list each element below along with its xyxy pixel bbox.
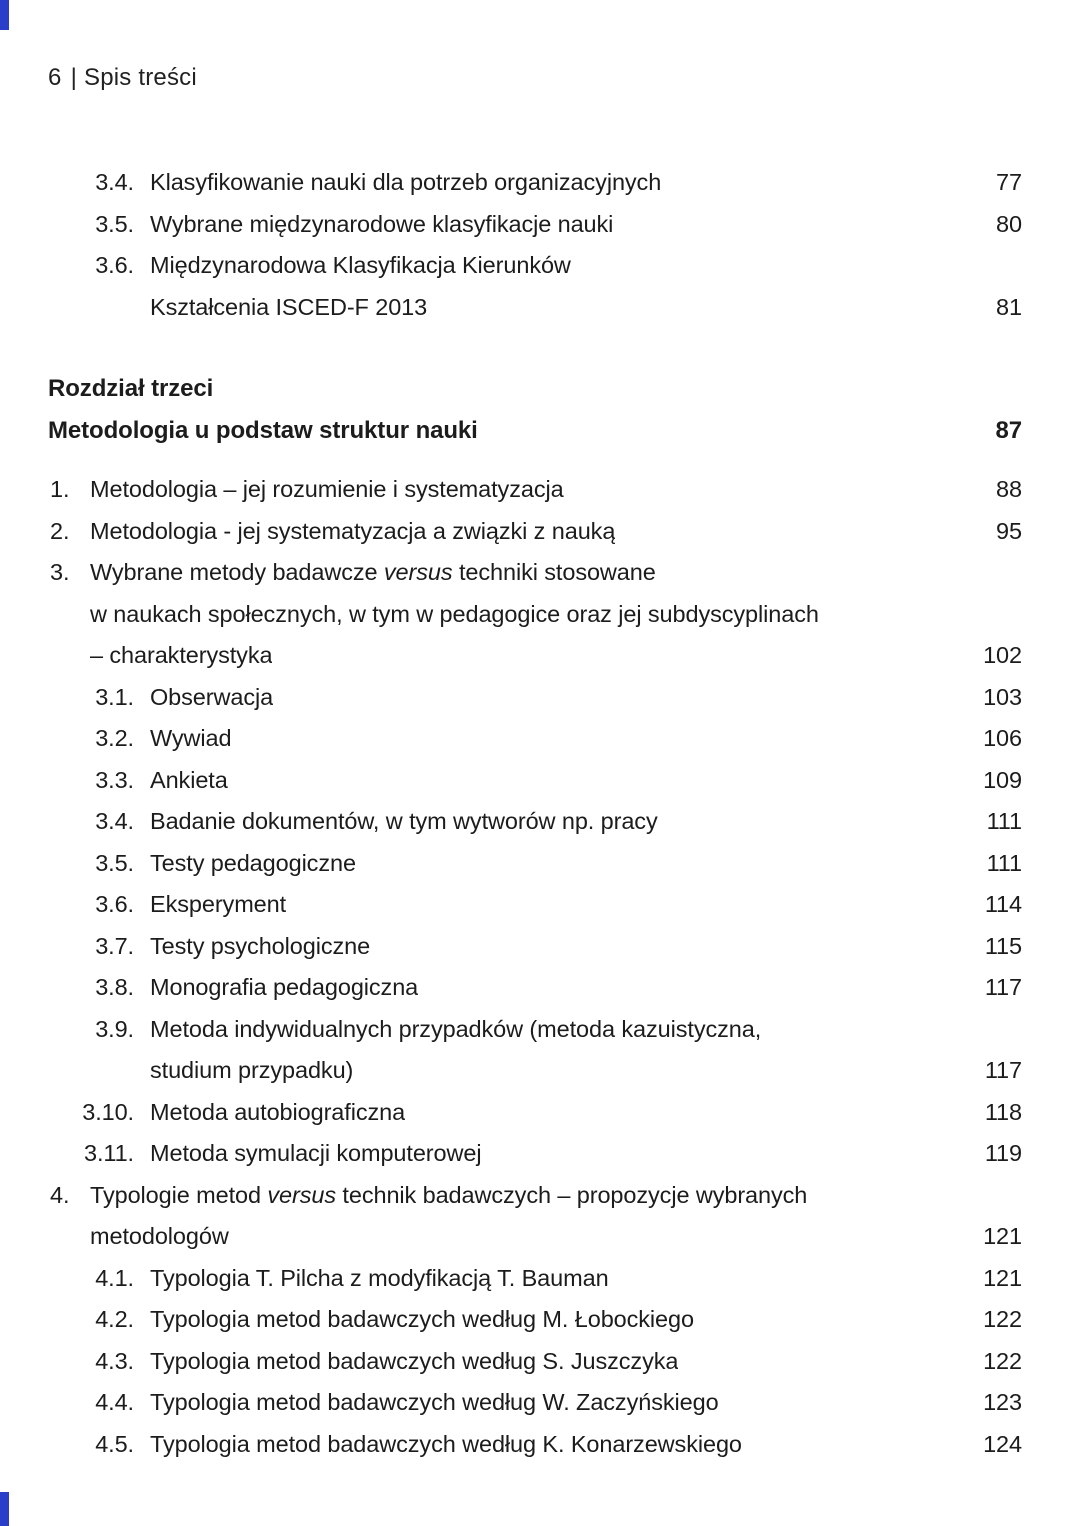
entry-number: 4.2. [95, 1306, 134, 1332]
entry-title: Klasyfikowanie nauki dla potrzeb organizacyjnych [150, 169, 662, 195]
toc-line [48, 469, 1022, 511]
entry-title: Typologia metod badawczych według S. Juszczyka [150, 1347, 679, 1374]
entry-title: Typologia T. Pilcha z modyfikacją T. Bauman [150, 1264, 609, 1291]
toc-line [48, 287, 1022, 329]
entry-number: 2. [50, 517, 70, 544]
toc-entry [48, 718, 1022, 760]
toc-entry [48, 1092, 1022, 1134]
page-number: 119 [984, 1140, 1022, 1166]
page-number: 87 [995, 416, 1022, 444]
scan-edge-mark-bottom [0, 1492, 9, 1526]
entry-title: Wybrane międzynarodowe klasyfikacje nauki [150, 210, 614, 237]
toc-line [48, 884, 1022, 926]
entry-number: 4.3. [95, 1347, 134, 1374]
toc-entry [48, 162, 1022, 204]
page-number: 124 [983, 1430, 1022, 1457]
toc-entry [48, 1382, 1022, 1424]
toc-entry [48, 760, 1022, 802]
toc-entry [48, 1341, 1022, 1383]
entry-title: Badanie dokumentów, w tym wytworów np. pracy [150, 808, 658, 834]
entry-title: – charakterystyka [90, 642, 273, 668]
entry-title: Eksperyment [150, 891, 287, 917]
page-number: 81 [996, 293, 1022, 320]
page-number: 114 [984, 891, 1022, 917]
toc-entry [48, 1009, 1022, 1092]
toc-line [48, 1175, 1022, 1217]
entry-title: Metodologia u podstaw struktur nauki [48, 416, 478, 444]
page-number: 102 [983, 642, 1022, 668]
toc-list [48, 162, 1022, 1465]
entry-title: studium przypadku) [150, 1057, 354, 1083]
toc-entry [48, 801, 1022, 843]
entry-number: 4.5. [95, 1430, 134, 1457]
entry-number: 4.1. [95, 1264, 134, 1291]
page-number: 121 [983, 1264, 1022, 1291]
entry-title: Testy psychologiczne [150, 932, 371, 959]
entry-number: 3.6. [95, 252, 134, 278]
entry-title: Typologia metod badawczych według W. Zaczyńskiego [150, 1389, 719, 1415]
toc-entry [48, 511, 1022, 553]
entry-number: 3.3. [95, 766, 134, 793]
entry-number: 3.8. [95, 974, 134, 1000]
toc-line [48, 1092, 1022, 1134]
toc-line [48, 1216, 1022, 1258]
entry-title: Metodologia – jej rozumienie i systematyzacja [90, 476, 564, 502]
entry-number: 3.4. [95, 169, 134, 195]
entry-title: Typologia metod badawczych według M. Łobockiego [150, 1306, 694, 1332]
toc-entry [48, 245, 1022, 328]
toc-line [48, 635, 1022, 677]
toc-entry [48, 469, 1022, 511]
toc-entry [48, 843, 1022, 885]
page-number: 121 [983, 1223, 1022, 1249]
entry-title: Metoda autobiograficzna [150, 1098, 406, 1125]
toc-line [48, 368, 1022, 410]
entry-number: 1. [50, 476, 70, 502]
toc-entry [48, 1133, 1022, 1175]
entry-number: 3.11. [83, 1140, 134, 1166]
toc-entry [48, 552, 1022, 677]
page-number: 80 [996, 210, 1022, 237]
toc-chapter-heading [48, 368, 1022, 451]
toc-line [48, 1009, 1022, 1051]
toc-entry [48, 1258, 1022, 1300]
toc-line [48, 1050, 1022, 1092]
toc-line [48, 594, 1022, 636]
toc-entry [48, 967, 1022, 1009]
page-number: 122 [983, 1347, 1022, 1374]
entry-title: metodologów [90, 1223, 229, 1249]
toc-entry [48, 884, 1022, 926]
page-title: Spis treści [84, 64, 197, 91]
page-number: 111 [986, 849, 1022, 876]
scan-edge-mark-top [0, 0, 9, 30]
page-number: 117 [984, 974, 1022, 1000]
entry-title: Wybrane metody badawcze versus techniki stosowane [90, 559, 656, 585]
toc-line [48, 801, 1022, 843]
entry-number: 4.4. [95, 1389, 134, 1415]
entry-title: Ankieta [150, 766, 228, 793]
entry-title: Metodologia - jej systematyzacja a związki z nauką [90, 517, 616, 544]
page-number: 115 [984, 932, 1022, 959]
entry-title: Obserwacja [150, 683, 274, 710]
toc-line [48, 926, 1022, 968]
page-number: 103 [983, 683, 1022, 710]
entry-title: Metoda indywidualnych przypadków (metoda kazuistyczna, [150, 1015, 762, 1042]
page-number: 109 [983, 766, 1022, 793]
entry-number: 3.5. [95, 849, 134, 876]
page-number: 118 [984, 1098, 1022, 1125]
toc-line [48, 245, 1022, 287]
entry-number: 3.4. [95, 808, 134, 834]
toc-line [48, 1133, 1022, 1175]
toc-line [48, 843, 1022, 885]
toc-line [48, 967, 1022, 1009]
page-number: 88 [996, 476, 1022, 502]
entry-number: 3.7. [95, 932, 134, 959]
toc-entry [48, 1424, 1022, 1466]
page-number: 106 [983, 725, 1022, 751]
toc-line [48, 1258, 1022, 1300]
entry-title: Testy pedagogiczne [150, 849, 356, 876]
entry-title: w naukach społecznych, w tym w pedagogice oraz jej subdyscyplinach [90, 600, 819, 627]
entry-number: 3.9. [95, 1015, 134, 1042]
page-number: 122 [983, 1306, 1022, 1332]
page-number: 111 [986, 808, 1022, 834]
toc-entry [48, 677, 1022, 719]
toc-line [48, 677, 1022, 719]
entry-title: Monografia pedagogiczna [150, 974, 419, 1000]
toc-line [48, 1299, 1022, 1341]
entry-title: Międzynarodowa Klasyfikacja Kierunków [150, 252, 571, 278]
toc-entry [48, 1299, 1022, 1341]
page-number: 123 [983, 1389, 1022, 1415]
toc-entry [48, 926, 1022, 968]
entry-number: 3.10. [82, 1098, 134, 1125]
entry-title: Wywiad [150, 725, 232, 751]
toc-line [48, 1382, 1022, 1424]
toc-entry [48, 1175, 1022, 1258]
header-page-number: 6 [48, 64, 62, 91]
toc-line [48, 1341, 1022, 1383]
toc-line [48, 718, 1022, 760]
page-number: 117 [984, 1057, 1022, 1083]
page-number: 95 [996, 517, 1022, 544]
entry-number: 4. [50, 1181, 70, 1208]
toc-line [48, 162, 1022, 204]
entry-number: 3.5. [95, 210, 134, 237]
page-number: 77 [996, 169, 1022, 195]
header-separator: | [70, 64, 77, 91]
entry-title: Kształcenia ISCED-F 2013 [150, 293, 428, 320]
entry-title: Metoda symulacji komputerowej [150, 1140, 482, 1166]
entry-number: 3.1. [95, 683, 134, 710]
toc-line [48, 511, 1022, 553]
entry-title: Rozdział trzeci [48, 375, 214, 402]
toc-line [48, 410, 1022, 452]
toc-line [48, 552, 1022, 594]
entry-number: 3.6. [95, 891, 134, 917]
page-header [48, 64, 1022, 92]
toc-line [48, 1424, 1022, 1466]
entry-number: 3. [50, 559, 70, 585]
toc-line [48, 204, 1022, 246]
toc-line [48, 760, 1022, 802]
entry-title: Typologie metod versus technik badawczych – propozycje wybranych [90, 1181, 808, 1208]
entry-number: 3.2. [95, 725, 134, 751]
toc-entry [48, 204, 1022, 246]
entry-title: Typologia metod badawczych według K. Konarzewskiego [150, 1430, 742, 1457]
